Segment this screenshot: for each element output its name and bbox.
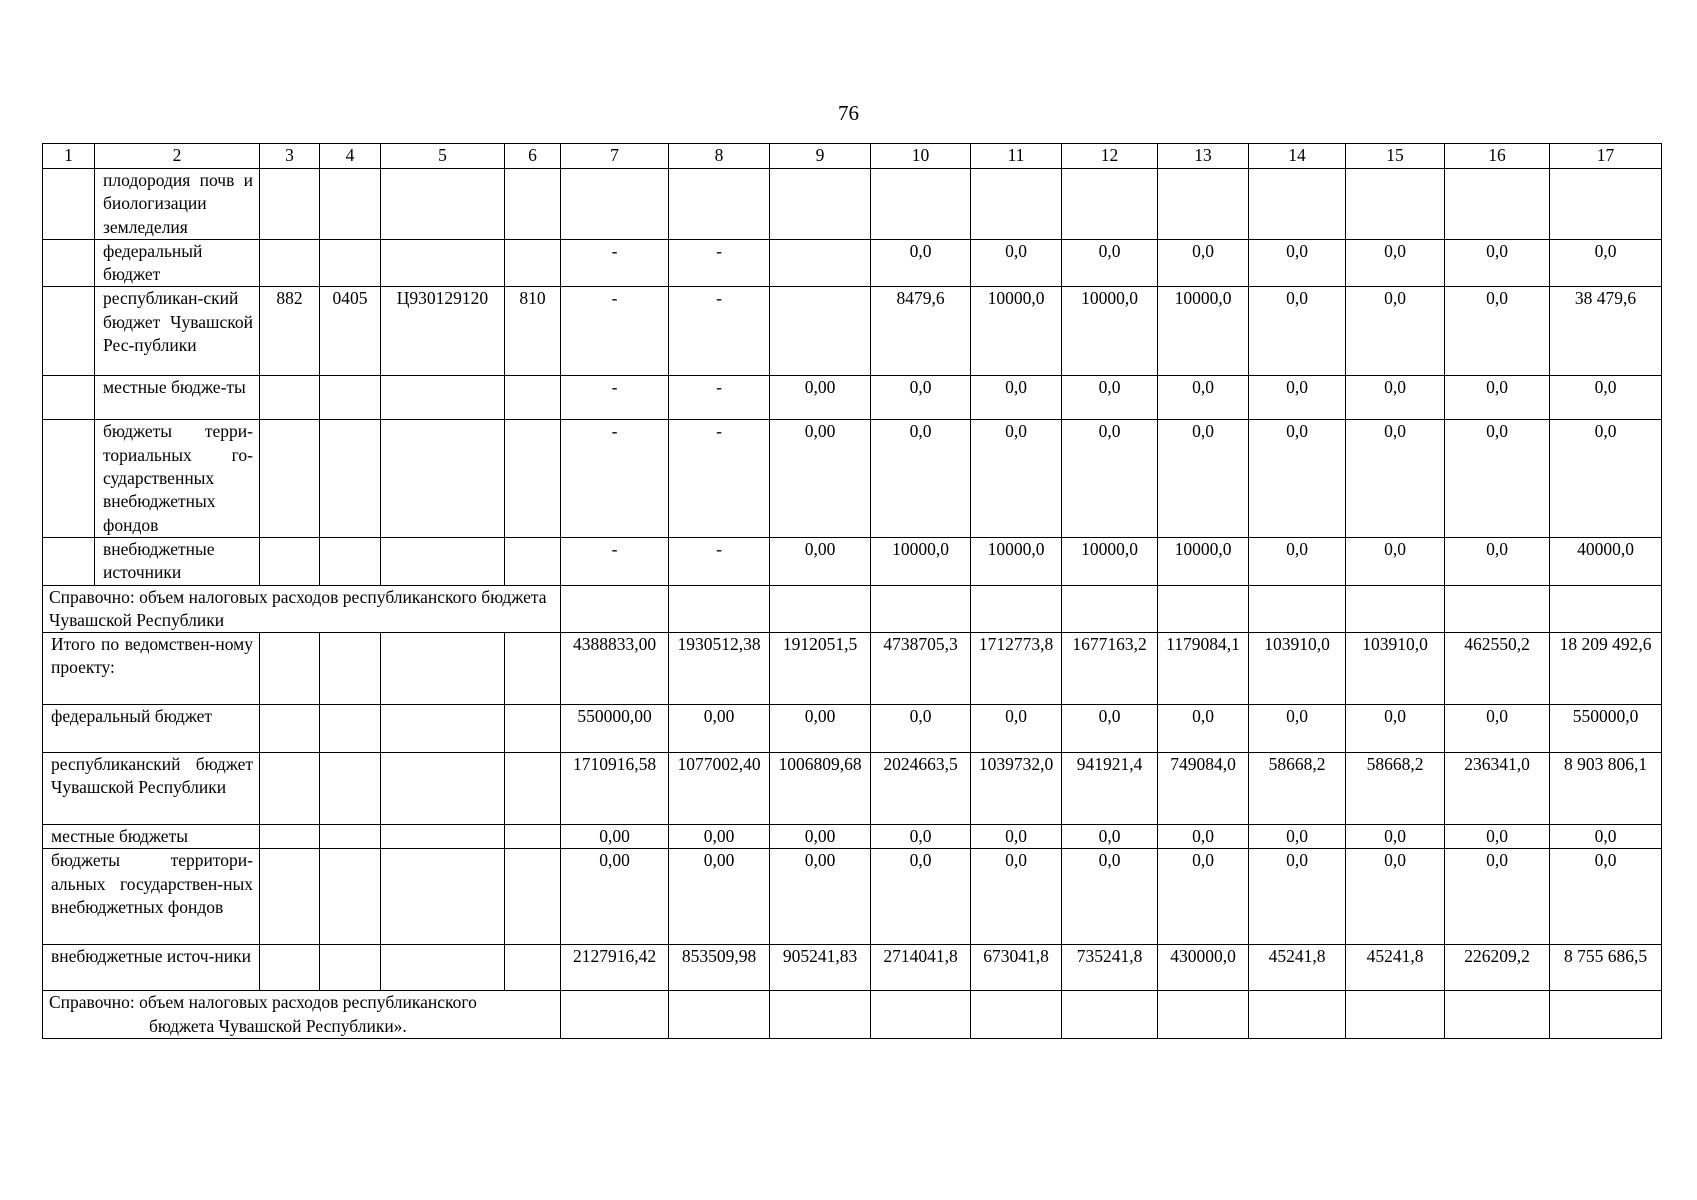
value-cell: 0,0: [1158, 376, 1249, 420]
cell-col4: [320, 376, 381, 420]
empty-cell: [320, 945, 381, 991]
value-cell: 0,0: [1550, 825, 1662, 849]
empty-cell: [260, 825, 320, 849]
value-cell: 0,0: [871, 420, 971, 537]
value-cell: 10000,0: [1062, 537, 1158, 585]
value-cell: 0,0: [871, 849, 971, 945]
value-cell: 0,0: [1158, 705, 1249, 753]
value-cell: [561, 169, 669, 240]
value-cell: 0,0: [871, 705, 971, 753]
row-name: федеральный бюджет: [95, 239, 260, 287]
empty-cell: [381, 705, 505, 753]
header-cell-14: 14: [1249, 144, 1346, 169]
value-cell: 1039732,0: [971, 753, 1062, 825]
reference-row: [43, 585, 1662, 633]
empty-cell: [669, 991, 770, 1039]
table-row: [43, 376, 1662, 420]
value-cell: 0,00: [770, 849, 871, 945]
empty-cell: [1249, 991, 1346, 1039]
value-cell: 0,0: [1249, 825, 1346, 849]
value-cell: 0,0: [971, 849, 1062, 945]
value-cell: 4388833,00: [561, 633, 669, 705]
empty-cell: [505, 633, 561, 705]
total-row-name: федеральный бюджет: [43, 705, 260, 753]
value-cell: [971, 169, 1062, 240]
value-cell: 58668,2: [1346, 753, 1445, 825]
cell-col3: [260, 376, 320, 420]
reference-text-line1: Справочно: объем налоговых расходов республиканского: [49, 992, 477, 1013]
empty-cell: [260, 705, 320, 753]
total-row: [43, 633, 1662, 705]
empty-cell: [770, 991, 871, 1039]
value-cell: 0,0: [1249, 420, 1346, 537]
value-cell: 10000,0: [1158, 537, 1249, 585]
value-cell: 0,00: [669, 849, 770, 945]
total-row: [43, 945, 1662, 991]
value-cell: 1077002,40: [669, 753, 770, 825]
reference-text: Справочно: объем налоговых расходов республиканского бюджета Чувашской Республики: [43, 585, 561, 633]
value-cell: 45241,8: [1346, 945, 1445, 991]
empty-cell: [320, 705, 381, 753]
value-cell: -: [561, 537, 669, 585]
empty-cell: [971, 585, 1062, 633]
empty-cell: [1445, 991, 1550, 1039]
cell-col6: [505, 169, 561, 240]
value-cell: 10000,0: [1158, 287, 1249, 376]
value-cell: -: [561, 376, 669, 420]
empty-cell: [1249, 585, 1346, 633]
value-cell: 430000,0: [1158, 945, 1249, 991]
value-cell: 103910,0: [1346, 633, 1445, 705]
cell-col5: [381, 239, 505, 287]
row-name: внебюджетные источники: [95, 537, 260, 585]
cell-col3: [260, 169, 320, 240]
value-cell: 1930512,38: [669, 633, 770, 705]
value-cell: 0,0: [1346, 825, 1445, 849]
value-cell: 0,0: [1550, 420, 1662, 537]
total-row-name: Итого по ведомствен-ному проекту:: [43, 633, 260, 705]
value-cell: 45241,8: [1249, 945, 1346, 991]
row-blank-cell: [43, 537, 95, 585]
value-cell: 0,0: [1346, 849, 1445, 945]
empty-cell: [1550, 585, 1662, 633]
value-cell: 4738705,3: [871, 633, 971, 705]
value-cell: 8 755 686,5: [1550, 945, 1662, 991]
row-blank-cell: [43, 239, 95, 287]
table-row: [43, 537, 1662, 585]
empty-cell: [381, 633, 505, 705]
value-cell: 2024663,5: [871, 753, 971, 825]
value-cell: 1677163,2: [1062, 633, 1158, 705]
value-cell: -: [669, 420, 770, 537]
header-cell-1: 1: [43, 144, 95, 169]
value-cell: [871, 169, 971, 240]
empty-cell: [320, 849, 381, 945]
empty-cell: [1550, 991, 1662, 1039]
total-row-name: республиканский бюджет Чувашской Республики: [43, 753, 260, 825]
empty-cell: [505, 849, 561, 945]
total-row: [43, 705, 1662, 753]
header-cell-12: 12: [1062, 144, 1158, 169]
empty-cell: [871, 991, 971, 1039]
cell-col5: Ц930129120: [381, 287, 505, 376]
value-cell: [1550, 169, 1662, 240]
value-cell: 0,0: [1062, 376, 1158, 420]
value-cell: 0,0: [1445, 420, 1550, 537]
value-cell: -: [669, 239, 770, 287]
value-cell: 0,0: [1158, 825, 1249, 849]
value-cell: 0,00: [561, 849, 669, 945]
value-cell: [669, 169, 770, 240]
table-row: [43, 420, 1662, 537]
value-cell: 10000,0: [1062, 287, 1158, 376]
header-cell-16: 16: [1445, 144, 1550, 169]
value-cell: 0,0: [971, 376, 1062, 420]
value-cell: 10000,0: [971, 287, 1062, 376]
value-cell: 0,0: [1158, 420, 1249, 537]
empty-cell: [561, 991, 669, 1039]
header-cell-2: 2: [95, 144, 260, 169]
header-cell-8: 8: [669, 144, 770, 169]
value-cell: 0,0: [1346, 376, 1445, 420]
value-cell: -: [669, 287, 770, 376]
row-blank-cell: [43, 287, 95, 376]
value-cell: 550000,0: [1550, 705, 1662, 753]
value-cell: 735241,8: [1062, 945, 1158, 991]
cell-col3: [260, 420, 320, 537]
cell-col6: [505, 420, 561, 537]
value-cell: [1158, 169, 1249, 240]
row-name: республикан-ский бюджет Чувашской Рес-публики: [95, 287, 260, 376]
value-cell: 0,00: [770, 825, 871, 849]
row-blank-cell: [43, 376, 95, 420]
value-cell: 550000,00: [561, 705, 669, 753]
header-cell-7: 7: [561, 144, 669, 169]
value-cell: 10000,0: [971, 537, 1062, 585]
header-cell-3: 3: [260, 144, 320, 169]
value-cell: 0,0: [1158, 849, 1249, 945]
value-cell: 226209,2: [1445, 945, 1550, 991]
value-cell: 58668,2: [1249, 753, 1346, 825]
value-cell: 0,0: [1249, 287, 1346, 376]
total-row: [43, 849, 1662, 945]
empty-cell: [1346, 991, 1445, 1039]
value-cell: 1710916,58: [561, 753, 669, 825]
empty-cell: [561, 585, 669, 633]
empty-cell: [260, 945, 320, 991]
empty-cell: [1158, 585, 1249, 633]
value-cell: 0,0: [1158, 239, 1249, 287]
value-cell: 0,0: [971, 239, 1062, 287]
cell-col6: [505, 376, 561, 420]
value-cell: 8479,6: [871, 287, 971, 376]
row-name: бюджеты терри-ториальных го-сударственных внебюджетных фондов: [95, 420, 260, 537]
value-cell: -: [561, 239, 669, 287]
empty-cell: [505, 753, 561, 825]
cell-col5: [381, 376, 505, 420]
empty-cell: [320, 753, 381, 825]
row-name: плодородия почв и биологизации земледелия: [95, 169, 260, 240]
value-cell: [770, 287, 871, 376]
value-cell: 0,0: [1249, 849, 1346, 945]
value-cell: 0,0: [1249, 705, 1346, 753]
cell-col6: [505, 239, 561, 287]
value-cell: 18 209 492,6: [1550, 633, 1662, 705]
value-cell: 103910,0: [1249, 633, 1346, 705]
value-cell: 0,0: [1445, 537, 1550, 585]
value-cell: 0,00: [770, 705, 871, 753]
value-cell: 0,0: [1346, 537, 1445, 585]
empty-cell: [260, 633, 320, 705]
row-name: местные бюдже-ты: [95, 376, 260, 420]
empty-cell: [381, 825, 505, 849]
value-cell: -: [561, 420, 669, 537]
row-blank-cell: [43, 420, 95, 537]
table-row: [43, 287, 1662, 376]
value-cell: 0,00: [561, 825, 669, 849]
value-cell: 1712773,8: [971, 633, 1062, 705]
cell-col5: [381, 420, 505, 537]
header-cell-4: 4: [320, 144, 381, 169]
cell-col5: [381, 537, 505, 585]
value-cell: 0,0: [871, 376, 971, 420]
cell-col3: [260, 537, 320, 585]
value-cell: 2127916,42: [561, 945, 669, 991]
value-cell: 0,0: [1550, 376, 1662, 420]
row-blank-cell: [43, 169, 95, 240]
total-row-name: бюджеты территори-альных государствен-ных внебюджетных фондов: [43, 849, 260, 945]
value-cell: 0,0: [1249, 376, 1346, 420]
value-cell: 0,0: [1445, 376, 1550, 420]
budget-table-body: [43, 144, 1662, 1039]
value-cell: -: [669, 537, 770, 585]
value-cell: 749084,0: [1158, 753, 1249, 825]
value-cell: 462550,2: [1445, 633, 1550, 705]
empty-cell: [1158, 991, 1249, 1039]
value-cell: 0,0: [971, 705, 1062, 753]
table-row: [43, 169, 1662, 240]
empty-cell: [1346, 585, 1445, 633]
empty-cell: [320, 825, 381, 849]
empty-cell: [320, 633, 381, 705]
cell-col4: [320, 537, 381, 585]
value-cell: 236341,0: [1445, 753, 1550, 825]
reference-row: [43, 991, 1662, 1039]
header-cell-13: 13: [1158, 144, 1249, 169]
empty-cell: [770, 585, 871, 633]
header-cell-5: 5: [381, 144, 505, 169]
value-cell: 0,00: [770, 420, 871, 537]
value-cell: 0,0: [1445, 239, 1550, 287]
value-cell: 0,0: [1445, 287, 1550, 376]
value-cell: 941921,4: [1062, 753, 1158, 825]
value-cell: 0,00: [770, 376, 871, 420]
value-cell: [1062, 169, 1158, 240]
value-cell: 0,0: [1445, 705, 1550, 753]
empty-cell: [971, 991, 1062, 1039]
value-cell: 0,0: [1062, 849, 1158, 945]
cell-col3: [260, 239, 320, 287]
empty-cell: [669, 585, 770, 633]
empty-cell: [1062, 991, 1158, 1039]
value-cell: 1179084,1: [1158, 633, 1249, 705]
value-cell: 0,0: [1346, 705, 1445, 753]
cell-col6: [505, 537, 561, 585]
cell-col4: [320, 420, 381, 537]
value-cell: 0,0: [1346, 239, 1445, 287]
value-cell: [770, 239, 871, 287]
empty-cell: [1445, 585, 1550, 633]
value-cell: 0,0: [1249, 537, 1346, 585]
value-cell: 0,00: [770, 537, 871, 585]
header-cell-9: 9: [770, 144, 871, 169]
header-cell-17: 17: [1550, 144, 1662, 169]
value-cell: 0,0: [1249, 239, 1346, 287]
value-cell: 40000,0: [1550, 537, 1662, 585]
value-cell: 0,0: [1062, 705, 1158, 753]
total-row: [43, 753, 1662, 825]
header-cell-11: 11: [971, 144, 1062, 169]
cell-col4: 0405: [320, 287, 381, 376]
empty-cell: [381, 753, 505, 825]
table-row: [43, 239, 1662, 287]
value-cell: 0,0: [871, 239, 971, 287]
value-cell: [1445, 169, 1550, 240]
cell-col4: [320, 169, 381, 240]
value-cell: 673041,8: [971, 945, 1062, 991]
total-row-name: внебюджетные источ-ники: [43, 945, 260, 991]
value-cell: -: [561, 287, 669, 376]
value-cell: 0,0: [1062, 239, 1158, 287]
value-cell: 0,00: [669, 705, 770, 753]
value-cell: 0,0: [1062, 825, 1158, 849]
value-cell: 0,00: [669, 825, 770, 849]
value-cell: 2714041,8: [871, 945, 971, 991]
reference-text: [43, 991, 561, 1039]
value-cell: [770, 169, 871, 240]
cell-col5: [381, 169, 505, 240]
empty-cell: [505, 705, 561, 753]
value-cell: [1346, 169, 1445, 240]
empty-cell: [260, 753, 320, 825]
cell-col3: 882: [260, 287, 320, 376]
header-cell-15: 15: [1346, 144, 1445, 169]
empty-cell: [505, 825, 561, 849]
empty-cell: [260, 849, 320, 945]
cell-col4: [320, 239, 381, 287]
value-cell: 0,0: [971, 825, 1062, 849]
budget-table: [42, 143, 1662, 1039]
header-cell-6: 6: [505, 144, 561, 169]
value-cell: 853509,98: [669, 945, 770, 991]
value-cell: 1912051,5: [770, 633, 871, 705]
value-cell: 38 479,6: [1550, 287, 1662, 376]
value-cell: 0,0: [1445, 825, 1550, 849]
empty-cell: [381, 945, 505, 991]
total-row-name: местные бюджеты: [43, 825, 260, 849]
value-cell: 1006809,68: [770, 753, 871, 825]
value-cell: 0,0: [1550, 849, 1662, 945]
value-cell: 0,0: [1445, 849, 1550, 945]
empty-cell: [1062, 585, 1158, 633]
header-cell-10: 10: [871, 144, 971, 169]
empty-cell: [505, 945, 561, 991]
value-cell: 0,0: [1346, 420, 1445, 537]
empty-cell: [871, 585, 971, 633]
value-cell: 0,0: [1062, 420, 1158, 537]
total-row: [43, 825, 1662, 849]
value-cell: 8 903 806,1: [1550, 753, 1662, 825]
page-number: 76: [838, 101, 859, 125]
value-cell: [1249, 169, 1346, 240]
cell-col6: 810: [505, 287, 561, 376]
value-cell: 0,0: [1550, 239, 1662, 287]
empty-cell: [381, 849, 505, 945]
value-cell: 10000,0: [871, 537, 971, 585]
header-row: [43, 144, 1662, 169]
value-cell: 0,0: [871, 825, 971, 849]
value-cell: 0,0: [971, 420, 1062, 537]
value-cell: 0,0: [1346, 287, 1445, 376]
value-cell: -: [669, 376, 770, 420]
value-cell: 905241,83: [770, 945, 871, 991]
reference-text-line2: бюджета Чувашской Республики».: [149, 1015, 407, 1036]
